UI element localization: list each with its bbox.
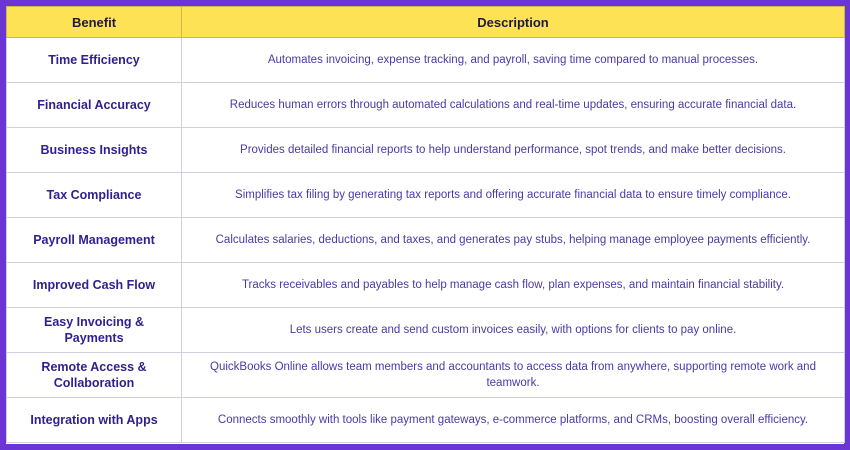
benefits-table bbox=[6, 6, 845, 443]
table-body bbox=[7, 38, 845, 443]
header-description: Description bbox=[182, 7, 845, 38]
header-row bbox=[7, 7, 845, 38]
benefits-table-frame bbox=[6, 6, 844, 444]
benefit-cell: Improved Cash Flow bbox=[7, 263, 182, 308]
table-row bbox=[7, 128, 845, 173]
table-row bbox=[7, 398, 845, 443]
description-cell: Provides detailed financial reports to help understand performance, spot trends, and make better decisions. bbox=[182, 128, 845, 173]
benefit-cell: Business Insights bbox=[7, 128, 182, 173]
description-cell: QuickBooks Online allows team members and accountants to access data from anywhere, supporting remote work and teamwork. bbox=[182, 353, 845, 398]
benefit-cell: Remote Access & Collaboration bbox=[7, 353, 182, 398]
table-row bbox=[7, 218, 845, 263]
table-row bbox=[7, 173, 845, 218]
table-row bbox=[7, 353, 845, 398]
description-cell: Calculates salaries, deductions, and taxes, and generates pay stubs, helping manage employee payments efficiently. bbox=[182, 218, 845, 263]
header-benefit: Benefit bbox=[7, 7, 182, 38]
description-cell: Simplifies tax filing by generating tax reports and offering accurate financial data to ensure timely compliance. bbox=[182, 173, 845, 218]
table-row bbox=[7, 38, 845, 83]
description-cell: Lets users create and send custom invoices easily, with options for clients to pay online. bbox=[182, 308, 845, 353]
benefit-cell: Financial Accuracy bbox=[7, 83, 182, 128]
benefit-cell: Time Efficiency bbox=[7, 38, 182, 83]
table-header bbox=[7, 7, 845, 38]
table-row bbox=[7, 83, 845, 128]
table-row bbox=[7, 308, 845, 353]
table-row bbox=[7, 263, 845, 308]
benefit-cell: Easy Invoicing & Payments bbox=[7, 308, 182, 353]
benefit-cell: Payroll Management bbox=[7, 218, 182, 263]
description-cell: Reduces human errors through automated calculations and real-time updates, ensuring accurate financial data. bbox=[182, 83, 845, 128]
benefit-cell: Tax Compliance bbox=[7, 173, 182, 218]
description-cell: Automates invoicing, expense tracking, and payroll, saving time compared to manual processes. bbox=[182, 38, 845, 83]
description-cell: Connects smoothly with tools like payment gateways, e-commerce platforms, and CRMs, boosting overall efficiency. bbox=[182, 398, 845, 443]
description-cell: Tracks receivables and payables to help manage cash flow, plan expenses, and maintain financial stability. bbox=[182, 263, 845, 308]
benefit-cell: Integration with Apps bbox=[7, 398, 182, 443]
